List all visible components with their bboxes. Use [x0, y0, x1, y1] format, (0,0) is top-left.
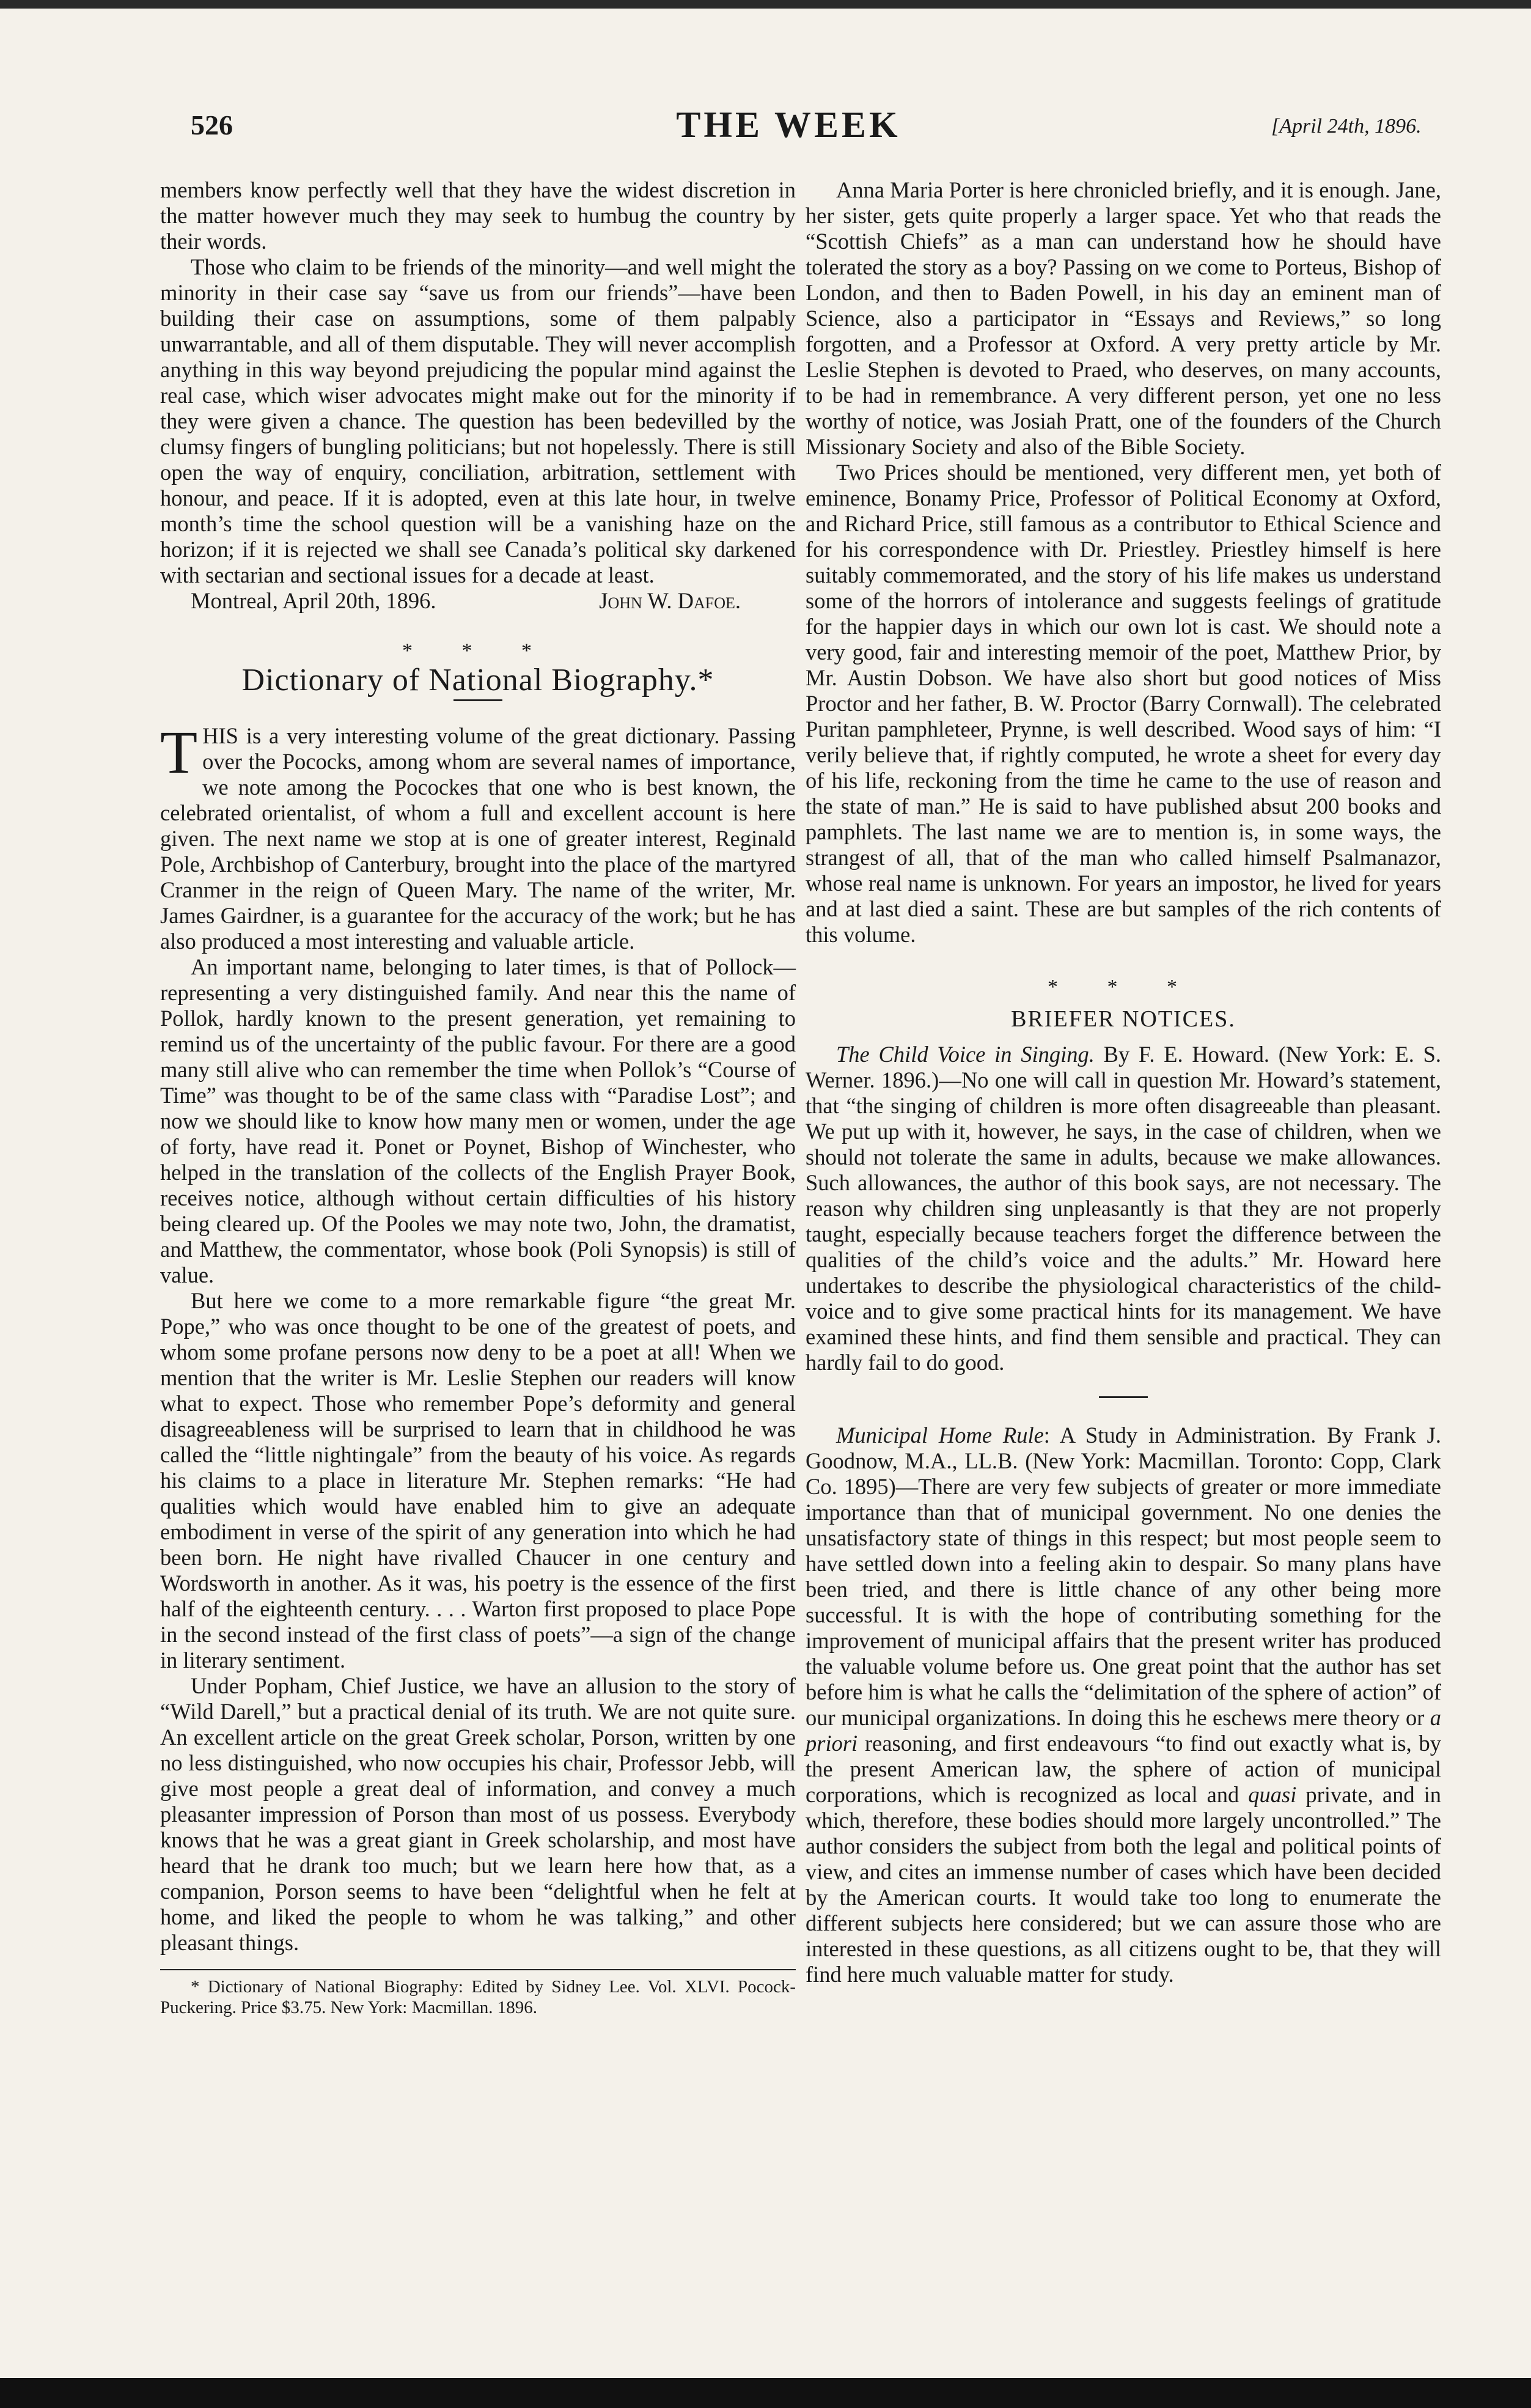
page-number: 526 [191, 109, 233, 141]
notice-child-voice [806, 1042, 1441, 1375]
paragraph: Under Popham, Chief Justice, we have an allusion to the story of “Wild Darell,” but a practical denial of its truth. We are not quite sure. An excellent article on the great Greek scholar, Porson, written by one no less distinguished, who now occupies his chair, Professor Jebb, will give most people a great deal of information, and convey a much pleasanter impression of Porson than most of us possess. Everybody knows that he was a great giant in Greek scholarship, and most have heard that he drank too much; but we learn here how that, as a companion, Porson seems to have been “delightful when he felt at home, and liked the people to whom he was talking,” and other pleasant things. [160, 1673, 796, 1955]
section-title: BRIEFER NOTICES. [1011, 1006, 1236, 1032]
notice-text: private, and in which, therefore, these bodies should more largely uncontrolled.” The author considers the subject from both the legal and political points of view, and cites an immense number of cases which have been decided by the American courts. It would take too long to enumerate the different subjects here considered; but we can assure those who are interested in these questions, as all citizens ought to be, that they will find here much valuable matter for study. [806, 1782, 1441, 1987]
issue-date: [April 24th, 1896. [1271, 115, 1422, 138]
section-marker: * * * [402, 639, 554, 662]
right-column [806, 177, 1441, 1987]
signature-line [160, 588, 796, 614]
section-marker: * * * [1048, 976, 1199, 998]
footnote: * Dictionary of National Biography: Edited by Sidney Lee. Vol. XLVI. Pocock-Puckering. Price $3.75. New York: Macmillan. 1896. [160, 1977, 796, 2017]
notice-text: reasoning, and first endeavours “to find out exactly what is, by the present American law, the sphere of action of municipal corporations, which is recognized as local and [806, 1731, 1441, 1807]
running-title: THE WEEK [676, 105, 901, 145]
notice-municipal-home-rule [806, 1423, 1441, 1987]
notice-text: By F. E. Howard. (New York: E. S. Werner. 1896.)—No one will call in question Mr. Howard’s statement, that “the singing of children is more often disagreeable than pleasant. We put up with it, however, he says, in the case of children, when we should not tolerate the same in adults, because we make allowances. Such allowances, the author of this book says, are not necessary. The reason why children sing unpleasantly is that they are not properly taught, especially because teachers forget the difference between the qualities of the child’s voice and the adults.” Mr. Howard here undertakes to describe the physiological characteristics of the child-voice and to give some practical hints for its management. We have examined these hints, and find them sensible and practical. They can hardly fail to do good. [806, 1042, 1441, 1375]
signature-name: John W. Dafoe. [599, 588, 741, 613]
paragraph-text: HIS is a very interesting volume of the great dictionary. Passing over the Pococks, among whom are several names of importance, we note among the Pocockes that one who is best known, the celebrated orientalist, of whom a full and excellent account is here given. The next name we stop at is one of greater interest, Reginald Pole, Archbishop of Canterbury, brought into the place of the martyred Cranmer in the reign of Queen Mary. The name of the writer, Mr. James Gairdner, is a guarantee for the accuracy of the work; but he has also produced a most interesting and valuable article. [160, 723, 796, 954]
paragraph: An important name, belonging to later times, is that of Pollock—representing a very distinguished family. And near this the name of Pollok, hardly known to the present generation, yet remaining to remind us of the uncertainty of the public favour. For there are a good many still alive who can remember the time when Pollok’s “Course of Time” was thought to be of the same class with “Paradise Lost”; and now we should like to know how many men or women, under the age of forty, have read it. Ponet or Poynet, Bishop of Winchester, who helped in the translation of the collects of the English Prayer Book, receives notice, although without certain difficulties of his history being cleared up. Of the Pooles we may note two, John, the dramatist, and Matthew, the commentator, whose book (Poli Synopsis) is still of value. [160, 954, 796, 1287]
left-column [160, 177, 796, 2018]
paragraph: Anna Maria Porter is here chronicled briefly, and it is enough. Jane, her sister, gets quite properly a larger space. Yet who that reads the “Scottish Chiefs” as a man can understand how he should have tolerated the story as a boy? Passing on we come to Porteus, Bishop of London, and then to Baden Powell, in his day an eminent man of Science, also a participator in “Essays and Reviews,” so long forgotten, and a Professor at Oxford. A very pretty article by Mr. Leslie Stephen is devoted to Praed, who deserves, on many accounts, to be had in remembrance. A very different person, yet one no less worthy of notice, was Josiah Pratt, one of the founders of the Church Missionary Society and also of the Bible Society. [806, 177, 1441, 459]
italic-phrase: a priori [806, 1705, 1441, 1756]
title-rule [453, 699, 502, 701]
page-top-edge [0, 0, 1531, 9]
page-bottom-edge [0, 2378, 1531, 2408]
signature-place: Montreal, April 20th, 1896. [191, 588, 436, 613]
italic-phrase: quasi [1248, 1782, 1297, 1807]
book-title: The Child Voice in Singing. [836, 1042, 1095, 1067]
notice-rule [1099, 1396, 1148, 1398]
page-header [0, 104, 1531, 153]
drop-cap: T [160, 718, 198, 786]
book-title: Municipal Home Rule [836, 1423, 1044, 1448]
paragraph [160, 718, 796, 954]
paragraph: members know perfectly well that they have the widest discretion in the matter however much they may seek to humbug the country by their words. [160, 177, 796, 254]
notice-text: : A Study in Administration. By Frank J. Goodnow, M.A., LL.B. (New York: Macmillan. Toronto: Copp, Clark Co. 1895)—There are very few subjects of greater or more immediate importance than that of municipal government. No one denies the unsatisfactory state of things in this respect; but most people seem to have settled down into a feeling akin to despair. So many plans have been tried, and there is little chance of any other being more successful. It is with the hope of contributing something for the improvement of municipal affairs that the present writer has produced the valuable volume before us. One great point that the author has set before him is what he calls the “delimitation of the sphere of action” of our municipal organizations. In doing this he eschews mere theory or [806, 1423, 1441, 1730]
paragraph: Those who claim to be friends of the minority—and well might the minority in their case say “save us from our friends”—have been building their case on assumptions, some of them palpably unwarrantable, and all of them disputable. They will never accomplish anything in this way beyond prejudicing the popular mind against the real case, which wiser advocates might make out for the minority if they were given a chance. The question has been bedevilled by the clumsy fingers of bungling politicians; but not hopelessly. There is still open the way of enquiry, conciliation, arbitration, settlement with honour, and peace. If it is adopted, even at this late hour, in twelve month’s time the school question will be a vanishing haze on the horizon; if it is rejected we shall see Canada’s political sky darkened with sectarian and sectional issues for a decade at least. [160, 254, 796, 587]
paragraph: Two Prices should be mentioned, very different men, yet both of eminence, Bonamy Price, Professor of Political Economy at Oxford, and Richard Price, still famous as a contributor to Ethical Science and for his correspondence with Dr. Priestley. Priestley himself is here suitably commemorated, and the story of his life makes us understand some of the horrors of intolerance and suggests feelings of gratitude for the happier days in which our own lot is cast. We should note a very good, fair and interesting memoir of the poet, Matthew Prior, by Mr. Austin Dobson. We have also short but good notices of Miss Proctor and her father, B. W. Proctor (Barry Cornwall). The celebrated Puritan pamphleteer, Prynne, is well described. Wood says of him: “I verily believe that, if rightly computed, he wrote a sheet for every day of his life, reckoning from the time he came to the use of reason and the state of man.” He is said to have published absut 200 books and pamphlets. The last name we are to mention is, in some ways, the strangest of all, that of the man who called himself Psalmanazor, whose real name is unknown. For years an impostor, he lived for years and at last died a saint. These are but samples of the rich contents of this volume. [806, 460, 1441, 947]
paragraph: But here we come to a more remarkable figure “the great Mr. Pope,” who was once thought to be one of the greatest of poets, and whom some profane persons now deny to be a poet at all! When we mention that the writer is Mr. Leslie Stephen our readers will know what to expect. Those who remember Pope’s deformity and general disagreeableness will be surprised to learn that in childhood he was called the “little nightingale” from the beauty of his voice. As regards his claims to a place in literature Mr. Stephen remarks: “He had qualities which would have enabled him to give an adequate embodiment in verse of the spirit of any generation into which he had been born. He night have rivalled Chaucer in one century and Wordsworth in another. As it was, his poetry is the essence of the first half of the eighteenth century. . . . Warton first proposed to place Pope in the second instead of the first class of poets”—a sign of the change in literary sentiment. [160, 1288, 796, 1673]
footnote-rule [160, 1969, 796, 1970]
section-title: Dictionary of National Biography.* [241, 663, 714, 698]
